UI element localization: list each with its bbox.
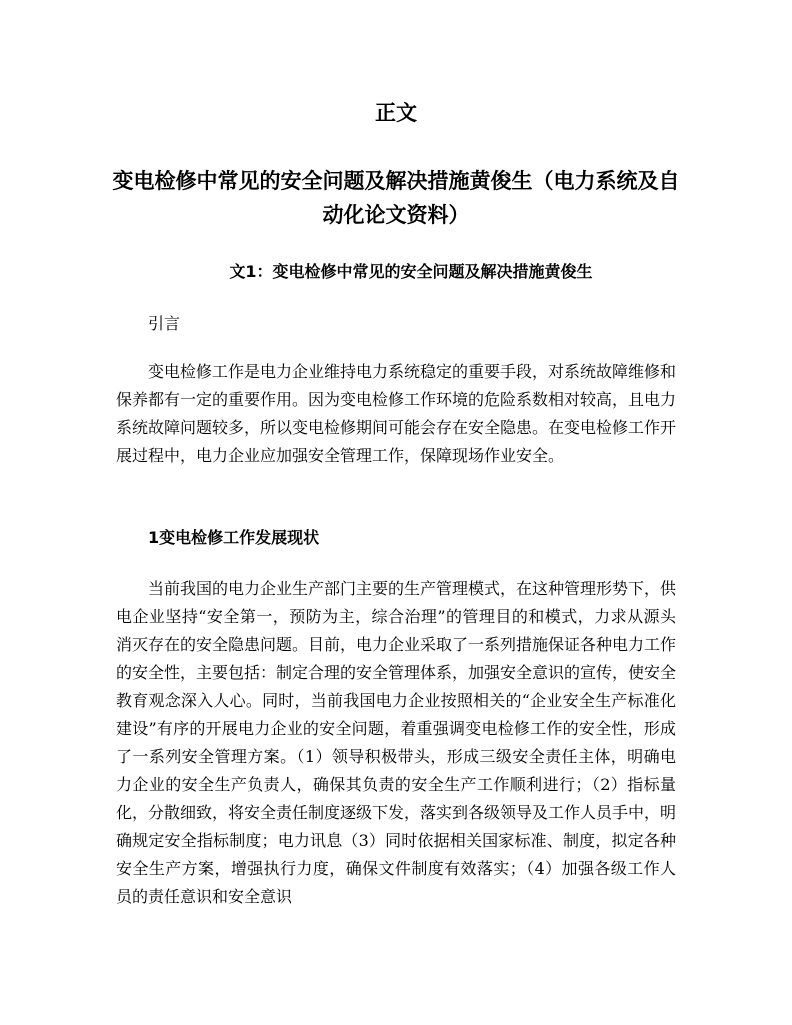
intro-paragraph: 变电检修工作是电力企业维持电力系统稳定的重要手段，对系统故障维修和保养都有一定的重要作用。因为变电检修工作环境的危险系数相对较高，且电力系统故障问题较多，所以变电检修期间可能会存在安全隐患。在变电检修工作开展过程中，电力企业应加强安全管理工作，保障现场作业安全。 bbox=[116, 362, 677, 465]
document-subtitle: 文1：变电检修中常见的安全问题及解决措施黄俊生 bbox=[229, 262, 593, 281]
section-heading: 1变电检修工作发展现状 bbox=[148, 528, 320, 547]
document-title: 变电检修中常见的安全问题及解决措施黄俊生（电力系统及自动化论文资料） bbox=[112, 169, 680, 227]
intro-label: 引言 bbox=[148, 314, 181, 333]
page-header: 正文 bbox=[375, 101, 417, 125]
section-paragraph: 当前我国的电力企业生产部门主要的生产管理模式，在这种管理形势下，供电企业坚持“安全第一，预防为主，综合治理”的管理目的和模式，力求从源头消灭存在的安全隐患问题。目前，电力企业采取了一系列措施保证各种电力工作的安全性，主要包括：制定合理的安全管理体系，加强安全意识的宣传，使安全教育观念深入人心。同时，当前我国电力企业按照相关的“企业安全生产标准化建设”有序的开展电力企业的安全问题，着重强调变电检修工作的安全性，形成了一系列安全管理方案。（1）领导积极带头，形成三级安全责任主体，明确电力企业的安全生产负责人，确保其负责的安全生产工作顺利进行；（2）指标量化，分散细致，将安全责任制度逐级下发，落实到各级领导及工作人员手中，明确规定安全指标制度；电力讯息（3）同时依据相关国家标准、制度，拟定各种安全生产方案，增强执行力度，确保文件制度有效落实；（4）加强各级工作人员的责任意识和安全意识 bbox=[116, 579, 676, 906]
